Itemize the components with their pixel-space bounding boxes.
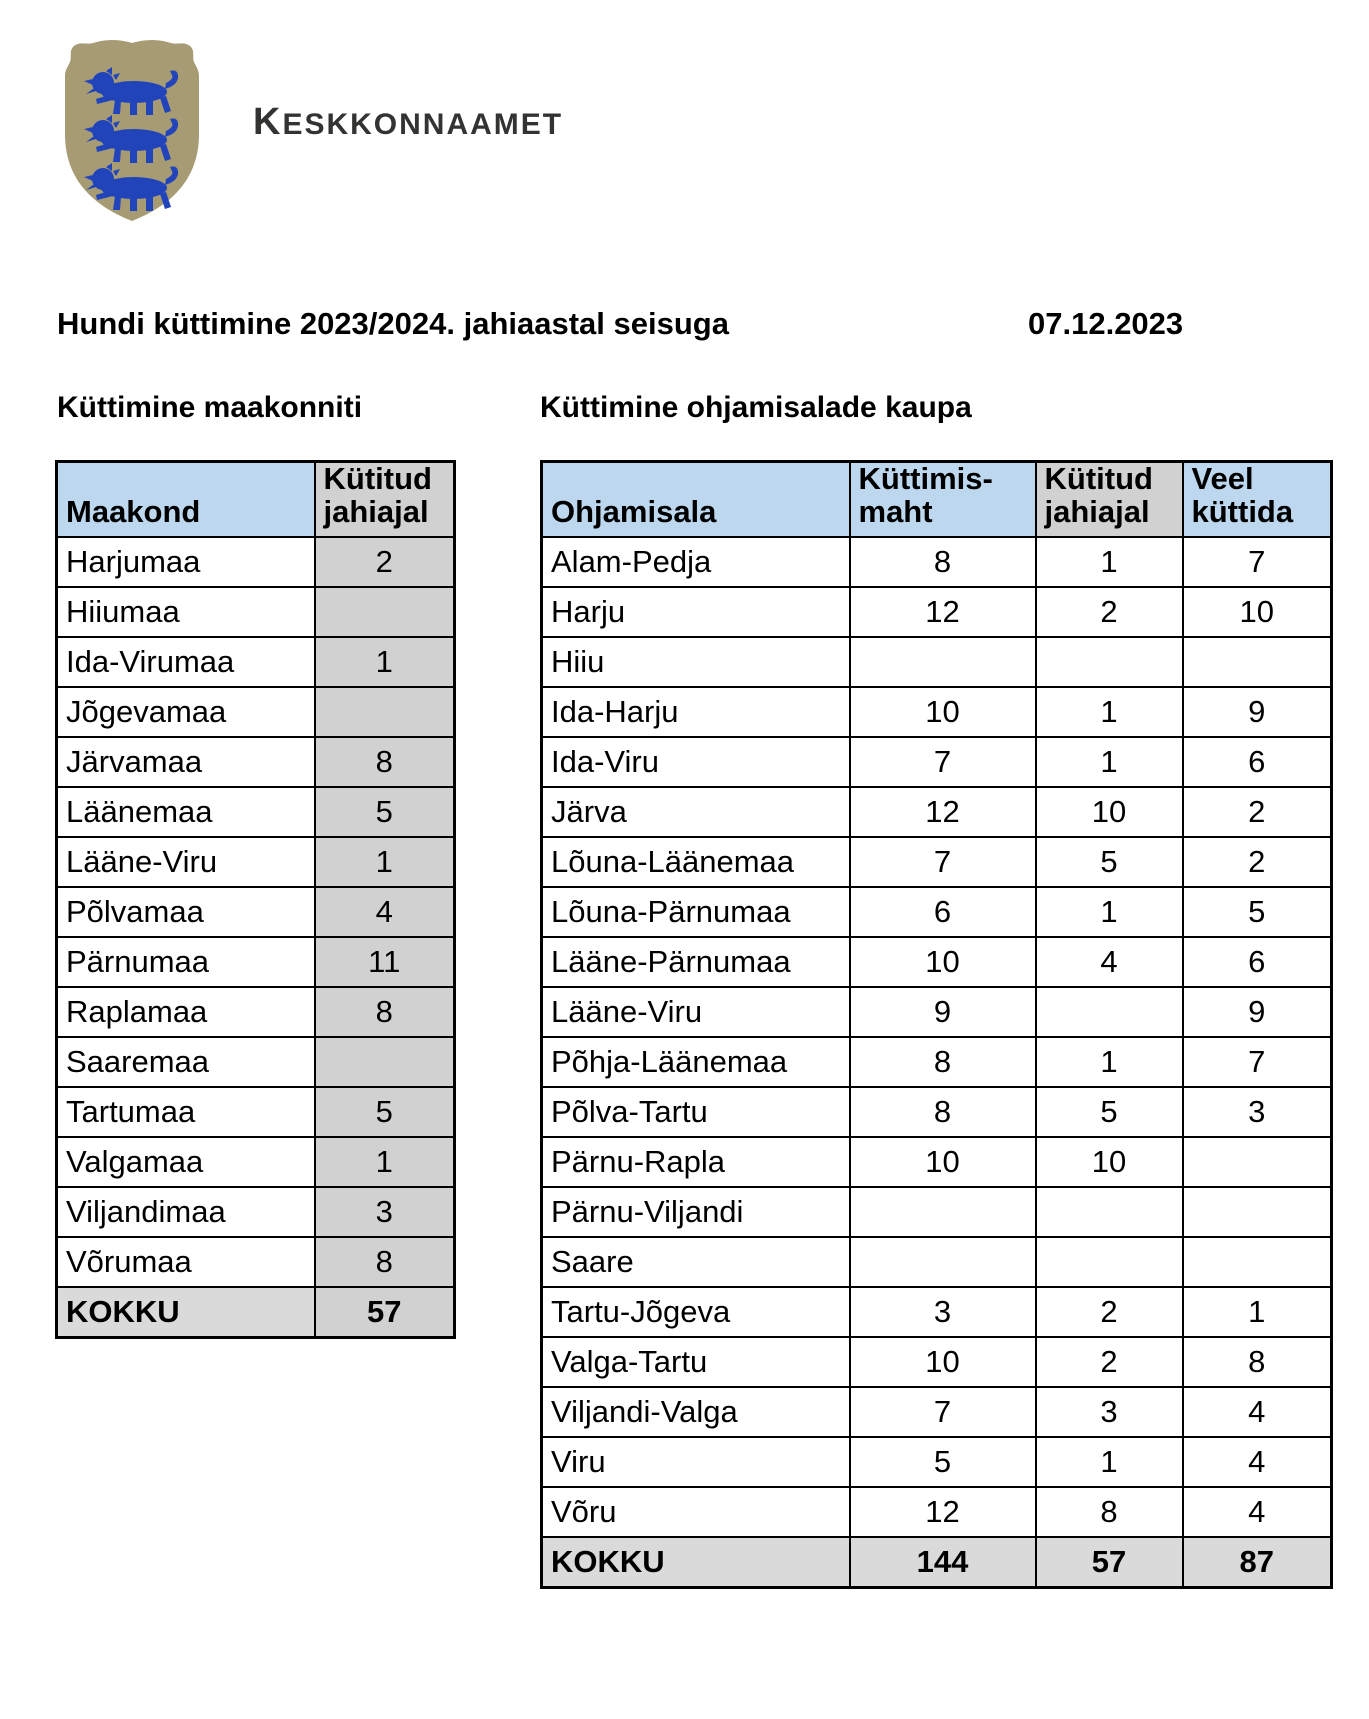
area-harvested-value <box>1036 1187 1183 1237</box>
area-quota-value <box>850 1187 1036 1237</box>
area-quota-value: 12 <box>850 587 1036 637</box>
area-harvested-value <box>1036 987 1183 1037</box>
area-remaining-value: 5 <box>1183 887 1332 937</box>
column-header-kutitud-jahiajal: Kütitud jahiajal <box>315 462 455 538</box>
county-table-row <box>57 787 455 837</box>
county-harvested-value: 4 <box>315 887 455 937</box>
area-table-row <box>542 887 1332 937</box>
county-name: Lääne-Viru <box>57 837 315 887</box>
estonian-coat-of-arms-icon <box>57 38 207 225</box>
area-table-row <box>542 837 1332 887</box>
area-remaining-value: 3 <box>1183 1087 1332 1137</box>
county-table-row <box>57 737 455 787</box>
county-harvested-value <box>315 1037 455 1087</box>
area-table-row <box>542 987 1332 1037</box>
area-name: Viru <box>542 1437 850 1487</box>
county-name: Jõgevamaa <box>57 687 315 737</box>
area-remaining-value: 10 <box>1183 587 1332 637</box>
area-harvested-value: 3 <box>1036 1387 1183 1437</box>
page-title: Hundi küttimine 2023/2024. jahiaastal seisuga <box>57 306 729 341</box>
area-table-row <box>542 537 1332 587</box>
report-date: 07.12.2023 <box>1028 306 1184 341</box>
area-section-heading: Küttimine ohjamisalade kaupa <box>540 391 972 424</box>
area-name: Pärnu-Viljandi <box>542 1187 850 1237</box>
county-name: Tartumaa <box>57 1087 315 1137</box>
area-quota-value: 8 <box>850 1037 1036 1087</box>
county-table-row <box>57 887 455 937</box>
area-total-harvested: 57 <box>1036 1537 1183 1588</box>
county-name: Hiiumaa <box>57 587 315 637</box>
area-table-row <box>542 1337 1332 1387</box>
area-remaining-value: 7 <box>1183 1037 1332 1087</box>
county-harvested-value: 1 <box>315 637 455 687</box>
area-harvested-value: 5 <box>1036 837 1183 887</box>
county-table-row <box>57 987 455 1037</box>
county-table-header-row <box>57 462 455 538</box>
area-remaining-value <box>1183 1187 1332 1237</box>
area-name: Hiiu <box>542 637 850 687</box>
area-remaining-value <box>1183 1237 1332 1287</box>
area-name: Pärnu-Rapla <box>542 1137 850 1187</box>
area-remaining-value: 6 <box>1183 937 1332 987</box>
area-harvested-value: 5 <box>1036 1087 1183 1137</box>
county-name: Saaremaa <box>57 1037 315 1087</box>
area-harvested-value: 2 <box>1036 587 1183 637</box>
county-table-row <box>57 1037 455 1087</box>
area-table-row <box>542 1037 1332 1087</box>
county-harvested-value: 8 <box>315 987 455 1037</box>
column-header-ohjamisala: Ohjamisala <box>542 462 850 538</box>
area-harvested-value: 2 <box>1036 1287 1183 1337</box>
area-table-row <box>542 1237 1332 1287</box>
county-harvest-table <box>55 460 456 1339</box>
area-table-row <box>542 737 1332 787</box>
area-name: Ida-Harju <box>542 687 850 737</box>
area-quota-value <box>850 1237 1036 1287</box>
area-name: Saare <box>542 1237 850 1287</box>
county-name: Ida-Virumaa <box>57 637 315 687</box>
area-harvested-value: 2 <box>1036 1337 1183 1387</box>
county-name: Harjumaa <box>57 537 315 587</box>
area-name: Lääne-Pärnumaa <box>542 937 850 987</box>
area-table-row <box>542 1087 1332 1137</box>
area-total-remaining: 87 <box>1183 1537 1332 1588</box>
county-table-row <box>57 937 455 987</box>
area-table-row <box>542 587 1332 637</box>
column-header-veel-kuttida: Veel küttida <box>1183 462 1332 538</box>
logo-wordmark-initial: K <box>253 101 283 143</box>
county-name: Võrumaa <box>57 1237 315 1287</box>
area-name: Tartu-Jõgeva <box>542 1287 850 1337</box>
area-table-row <box>542 1187 1332 1237</box>
area-quota-value: 8 <box>850 537 1036 587</box>
area-harvested-value: 1 <box>1036 537 1183 587</box>
area-table-row <box>542 1437 1332 1487</box>
area-harvested-value <box>1036 1237 1183 1287</box>
county-table-row <box>57 1237 455 1287</box>
area-name: Põlva-Tartu <box>542 1087 850 1137</box>
area-quota-value: 7 <box>850 737 1036 787</box>
area-name: Põhja-Läänemaa <box>542 1037 850 1087</box>
area-total-quota: 144 <box>850 1537 1036 1588</box>
county-harvested-value: 1 <box>315 837 455 887</box>
area-name: Viljandi-Valga <box>542 1387 850 1437</box>
area-remaining-value: 1 <box>1183 1287 1332 1337</box>
area-remaining-value: 9 <box>1183 987 1332 1037</box>
area-quota-value: 8 <box>850 1087 1036 1137</box>
area-quota-value: 7 <box>850 837 1036 887</box>
area-harvested-value: 1 <box>1036 1437 1183 1487</box>
county-total-row <box>57 1287 455 1338</box>
area-harvested-value: 1 <box>1036 737 1183 787</box>
area-table-row <box>542 687 1332 737</box>
area-quota-value: 9 <box>850 987 1036 1037</box>
area-remaining-value: 7 <box>1183 537 1332 587</box>
area-table-header-row <box>542 462 1332 538</box>
area-harvested-value: 4 <box>1036 937 1183 987</box>
area-quota-value: 7 <box>850 1387 1036 1437</box>
county-section-heading: Küttimine maakonniti <box>57 391 363 424</box>
area-harvest-table <box>540 460 1333 1589</box>
area-remaining-value: 4 <box>1183 1387 1332 1437</box>
county-table-row <box>57 837 455 887</box>
area-harvested-value: 1 <box>1036 887 1183 937</box>
area-quota-value <box>850 637 1036 687</box>
county-table-row <box>57 687 455 737</box>
county-name: Raplamaa <box>57 987 315 1037</box>
county-total-label: KOKKU <box>57 1287 315 1338</box>
area-name: Lääne-Viru <box>542 987 850 1037</box>
area-quota-value: 12 <box>850 1487 1036 1537</box>
area-quota-value: 6 <box>850 887 1036 937</box>
county-table-row <box>57 587 455 637</box>
area-remaining-value: 4 <box>1183 1437 1332 1487</box>
area-quota-value: 10 <box>850 1137 1036 1187</box>
area-table-row <box>542 787 1332 837</box>
area-remaining-value <box>1183 637 1332 687</box>
county-table-row <box>57 637 455 687</box>
logo-wordmark-rest: ESKKONNAAMET <box>282 108 564 141</box>
county-table-row <box>57 1187 455 1237</box>
county-harvested-value <box>315 687 455 737</box>
county-name: Viljandimaa <box>57 1187 315 1237</box>
county-table-row <box>57 1087 455 1137</box>
area-remaining-value <box>1183 1137 1332 1187</box>
area-harvested-value: 1 <box>1036 1037 1183 1087</box>
area-name: Lõuna-Läänemaa <box>542 837 850 887</box>
county-name: Valgamaa <box>57 1137 315 1187</box>
area-table-row <box>542 1287 1332 1337</box>
area-table-row <box>542 937 1332 987</box>
county-total-value: 57 <box>315 1287 455 1338</box>
area-harvested-value: 1 <box>1036 687 1183 737</box>
area-quota-value: 10 <box>850 687 1036 737</box>
area-remaining-value: 6 <box>1183 737 1332 787</box>
county-name: Pärnumaa <box>57 937 315 987</box>
area-harvested-value: 8 <box>1036 1487 1183 1537</box>
area-name: Järva <box>542 787 850 837</box>
area-remaining-value: 4 <box>1183 1487 1332 1537</box>
county-harvested-value: 3 <box>315 1187 455 1237</box>
county-name: Põlvamaa <box>57 887 315 937</box>
area-name: Ida-Viru <box>542 737 850 787</box>
county-harvested-value: 11 <box>315 937 455 987</box>
area-table-row <box>542 637 1332 687</box>
column-header-kuttimismaht: Küttimis-maht <box>850 462 1036 538</box>
area-quota-value: 5 <box>850 1437 1036 1487</box>
column-header-kutitud-jahiajal-2: Kütitud jahiajal <box>1036 462 1183 538</box>
area-remaining-value: 2 <box>1183 837 1332 887</box>
area-harvested-value: 10 <box>1036 787 1183 837</box>
county-harvested-value: 5 <box>315 787 455 837</box>
column-header-maakond: Maakond <box>57 462 315 538</box>
county-harvested-value: 1 <box>315 1137 455 1187</box>
area-name: Alam-Pedja <box>542 537 850 587</box>
area-quota-value: 12 <box>850 787 1036 837</box>
county-harvested-value: 5 <box>315 1087 455 1137</box>
county-name: Järvamaa <box>57 737 315 787</box>
county-harvested-value: 8 <box>315 737 455 787</box>
area-table-row <box>542 1137 1332 1187</box>
area-table-row <box>542 1487 1332 1537</box>
area-remaining-value: 9 <box>1183 687 1332 737</box>
area-harvested-value <box>1036 637 1183 687</box>
area-name: Lõuna-Pärnumaa <box>542 887 850 937</box>
area-quota-value: 3 <box>850 1287 1036 1337</box>
logo-wordmark <box>253 99 563 148</box>
county-name: Läänemaa <box>57 787 315 837</box>
area-harvested-value: 10 <box>1036 1137 1183 1187</box>
area-total-label: KOKKU <box>542 1537 850 1588</box>
area-name: Valga-Tartu <box>542 1337 850 1387</box>
county-harvested-value: 2 <box>315 537 455 587</box>
area-remaining-value: 8 <box>1183 1337 1332 1387</box>
county-table-row <box>57 1137 455 1187</box>
county-harvested-value: 8 <box>315 1237 455 1287</box>
area-total-row <box>542 1537 1332 1588</box>
county-table-row <box>57 537 455 587</box>
county-harvested-value <box>315 587 455 637</box>
area-name: Harju <box>542 587 850 637</box>
area-quota-value: 10 <box>850 1337 1036 1387</box>
area-table-row <box>542 1387 1332 1437</box>
area-quota-value: 10 <box>850 937 1036 987</box>
area-remaining-value: 2 <box>1183 787 1332 837</box>
area-name: Võru <box>542 1487 850 1537</box>
